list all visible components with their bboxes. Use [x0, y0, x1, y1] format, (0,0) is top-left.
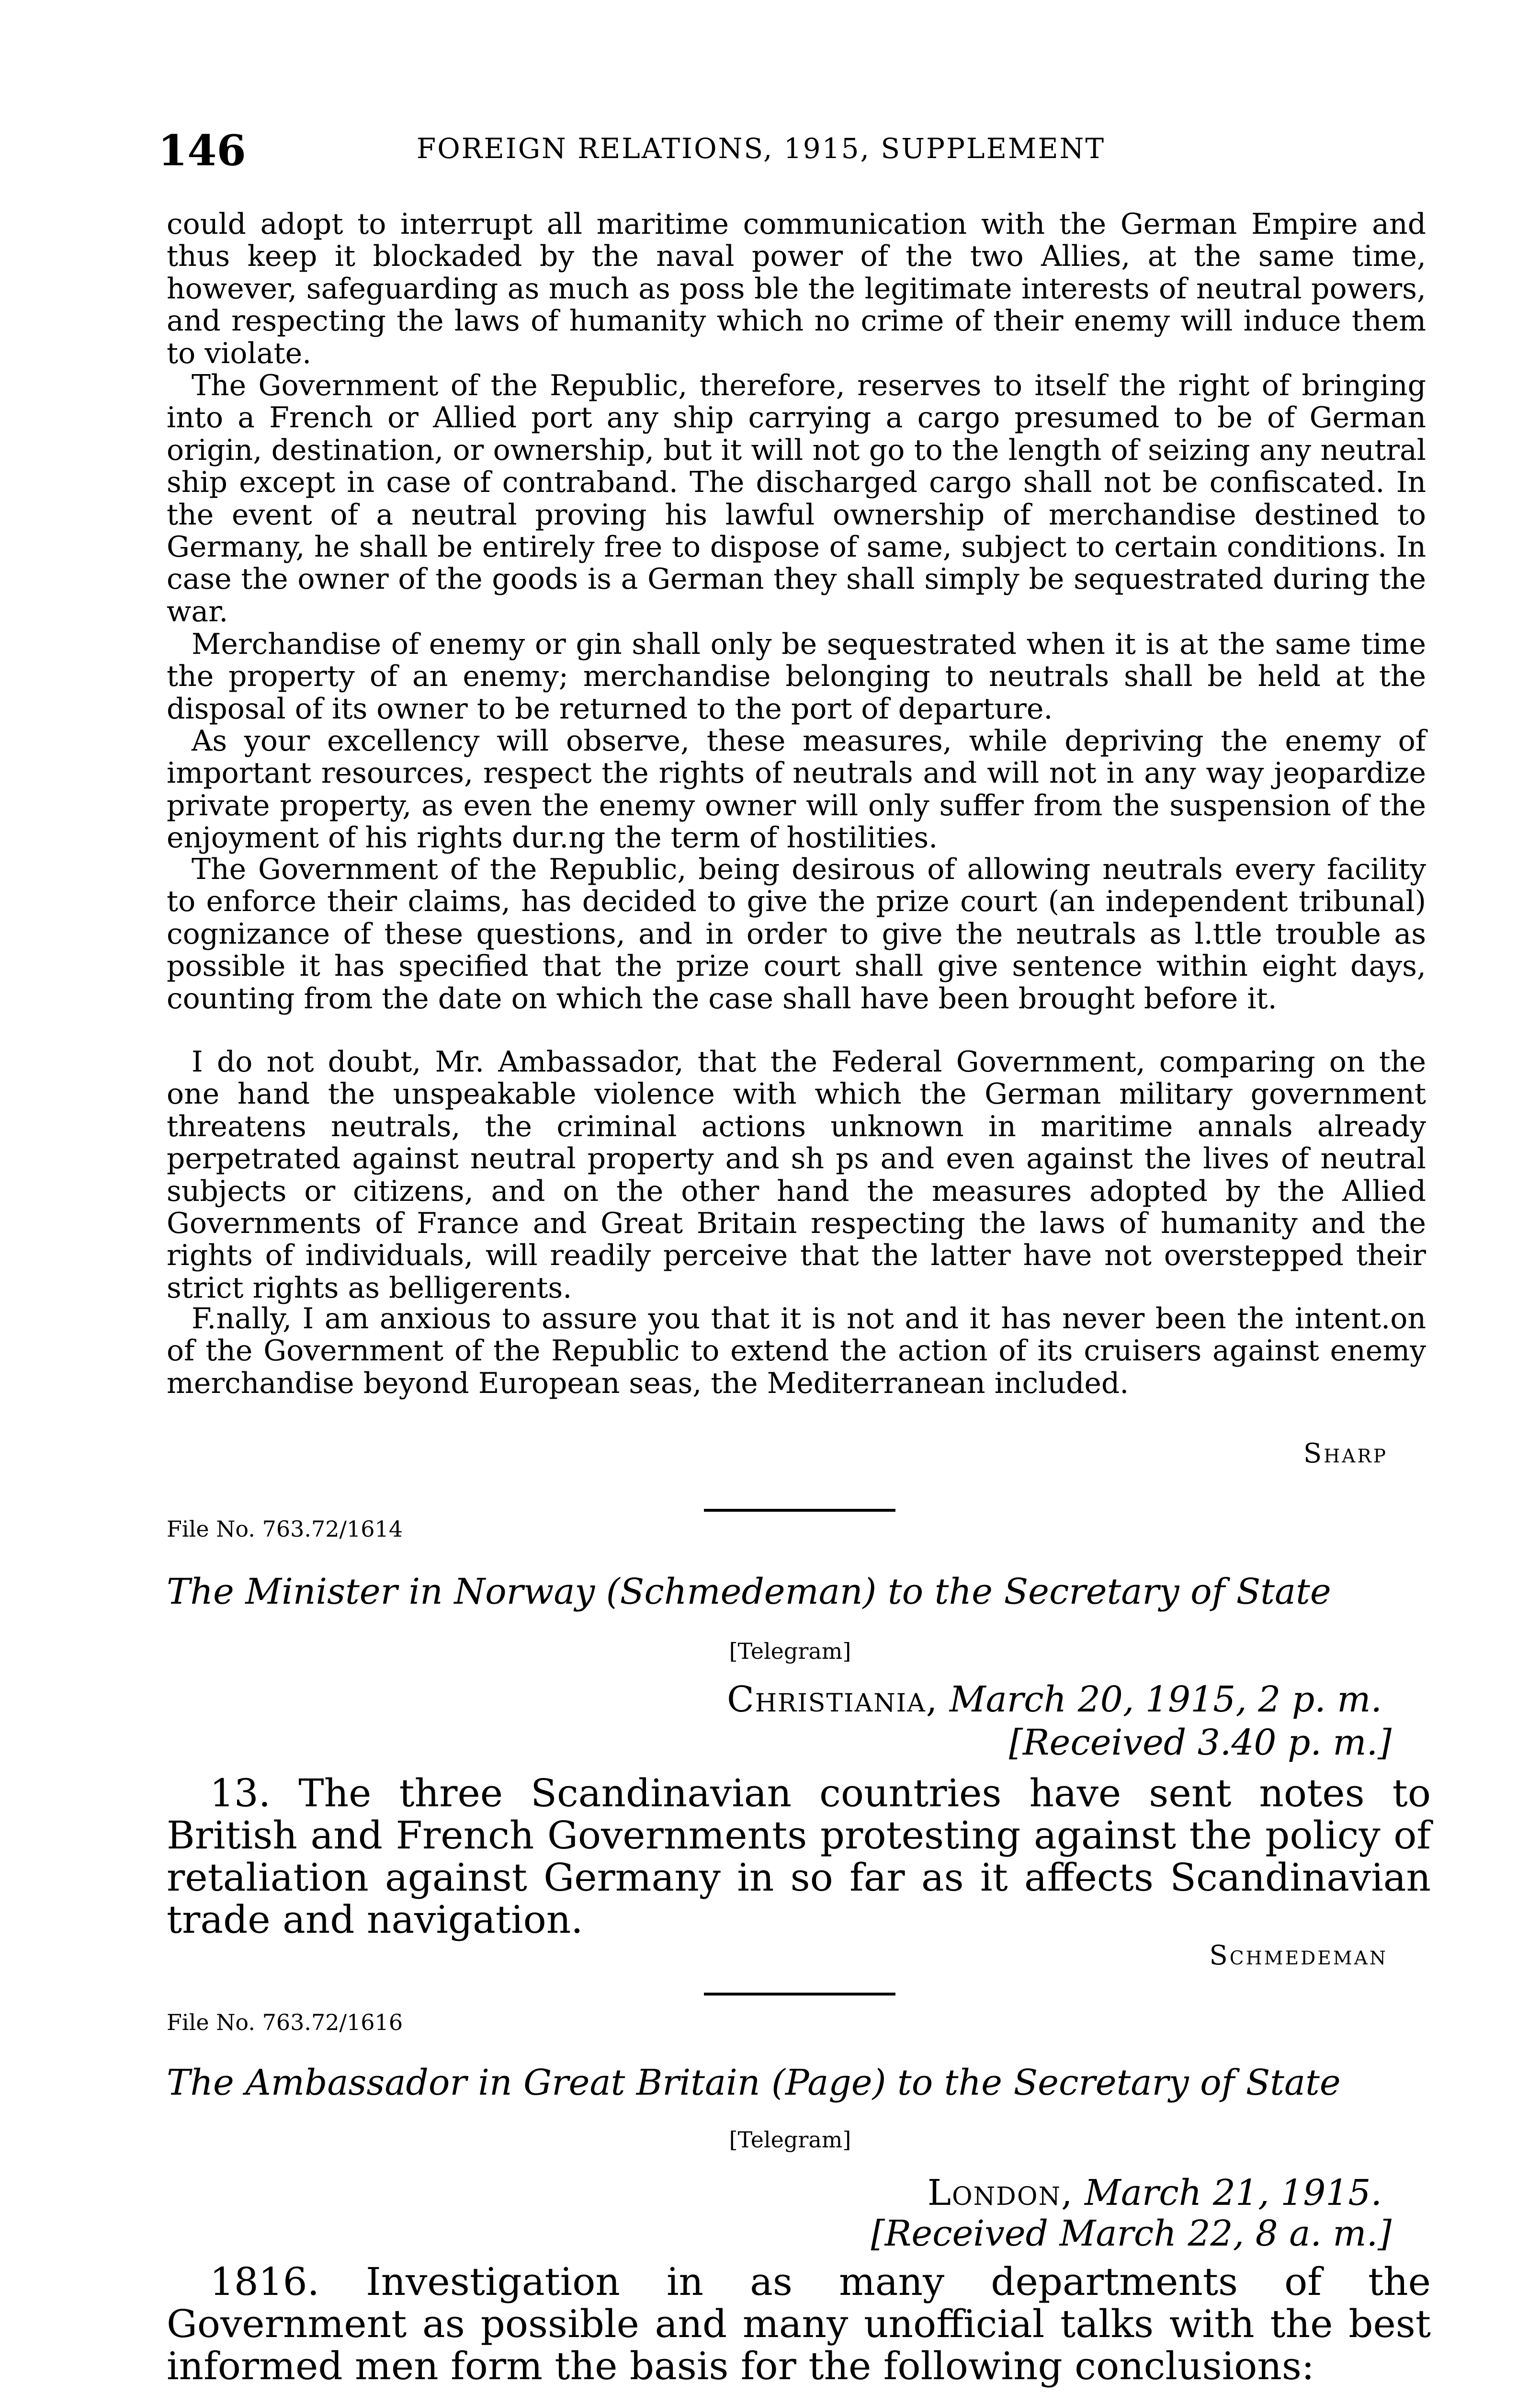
dateline-2-date: March 21, 1915. — [1085, 2172, 1382, 2213]
section-divider-2 — [704, 1993, 895, 1996]
telegram-body: 13. The three Scandinavian countries have sent notes to British and French Governments protesting against the policy of retaliation against Germany in so far as it affects Scandinavian trade and navigation. — [167, 1771, 1431, 1942]
paragraph-1: could adopt to interrupt all maritime communication with the German Empire and thus keep it blockaded by the naval power of the two Allies, at the same time, however, safeguarding as much as poss ble the legitimate interests of neutral powers, and respecting the laws of humanity which no crime of their enemy will induce them to violate. — [167, 207, 1426, 370]
telegram-label-2: [Telegram] — [729, 2127, 851, 2153]
paragraph-2: The Government of the Republic, therefore, reserves to itself the right of bringing into a French or Allied port any ship carrying a cargo presumed to be of German origin, destination, or ownership, but it will not go to the length of seizing any neutral ship except in case of contraband. The discharged cargo shall not be confiscated. In the event of a neutral proving his lawful ownership of merchandise destined to Germany, he shall be entirely free to dispose of same, subject to certain conditions. In case the owner of the goods is a German they shall simply be sequestrated during the war. — [167, 369, 1426, 628]
paragraph-4: As your excellency will observe, these measures, while depriving the enemy of important resources, respect the rights of neutrals and will not in any way jeopardize private property, as even the enemy owner will only suffer from the suspension of the enjoyment of his rights dur.ng the term of hostilities. — [167, 724, 1426, 855]
document-title-2-text: The Ambassador in Great Britain (Page) to the Secretary of State — [167, 2062, 1341, 2103]
dateline — [727, 1679, 1382, 1720]
received-line-2: [Received March 22, 8 a. m.] — [871, 2213, 1392, 2254]
received-line: [Received 3.40 p. m.] — [1008, 1722, 1392, 1763]
section-divider — [704, 1509, 895, 1512]
telegram-body-2: 1816. Investigation in as many departments of the Government as possible and many unofficial talks with the best informed men form the basis for the following conclusions: — [167, 2259, 1431, 2388]
signature-sharp: Sharp — [1303, 1438, 1388, 1469]
file-number-2: File No. 763.72/1616 — [167, 2009, 403, 2035]
document-title — [167, 1571, 1431, 1612]
paragraph-7: F.nally, I am anxious to assure you that it is not and it has never been the intent.on of the Government of the Republic to extend the action of its cruisers against enemy merchandise beyond European seas, the Mediterranean included. — [167, 1302, 1426, 1400]
page-header — [158, 125, 1441, 173]
document-title-text: The Minister in Norway (Schmedeman) to the Secretary of State — [167, 1571, 1331, 1612]
dateline-date: March 20, 1915, 2 p. m. — [949, 1679, 1382, 1720]
dateline-2 — [928, 2172, 1382, 2213]
dateline-place: Christiania, — [727, 1679, 939, 1720]
page-number: 146 — [158, 125, 246, 175]
paragraph-5: The Government of the Republic, being desirous of allowing neutrals every facility to enforce their claims, has decided to give the prize court (an independent tribunal) cognizance of these questions, and in order to give the neutrals as l.ttle trouble as possible it has specified that the prize court shall give sentence within eight days, counting from the date on which the case shall have been brought before it. — [167, 853, 1426, 1015]
paragraph-6: I do not doubt, Mr. Ambassador, that the Federal Government, comparing on the one hand the unspeakable violence with which the German military government threatens neutrals, the criminal actions unknown in maritime annals already perpetrated against neutral property and sh ps and even against the lives of neutral subjects or citizens, and on the other hand the measures adopted by the Allied Governments of France and Great Britain respecting the laws of humanity and the rights of individuals, will readily perceive that the latter have not overstepped their strict rights as belligerents. — [167, 1045, 1426, 1305]
running-title: FOREIGN RELATIONS, 1915, SUPPLEMENT — [417, 132, 1106, 165]
signature-schmedeman: Schmedeman — [1209, 1940, 1388, 1971]
dateline-2-place: London, — [927, 2172, 1074, 2213]
telegram-label: [Telegram] — [729, 1638, 851, 1664]
paragraph-3: Merchandise of enemy or gin shall only be sequestrated when it is at the same time the property of an enemy; merchandise belonging to neutrals shall be held at the disposal of its owner to be returned to the port of departure. — [167, 627, 1426, 726]
file-number: File No. 763.72/1614 — [167, 1516, 403, 1542]
document-title-2 — [167, 2062, 1431, 2103]
